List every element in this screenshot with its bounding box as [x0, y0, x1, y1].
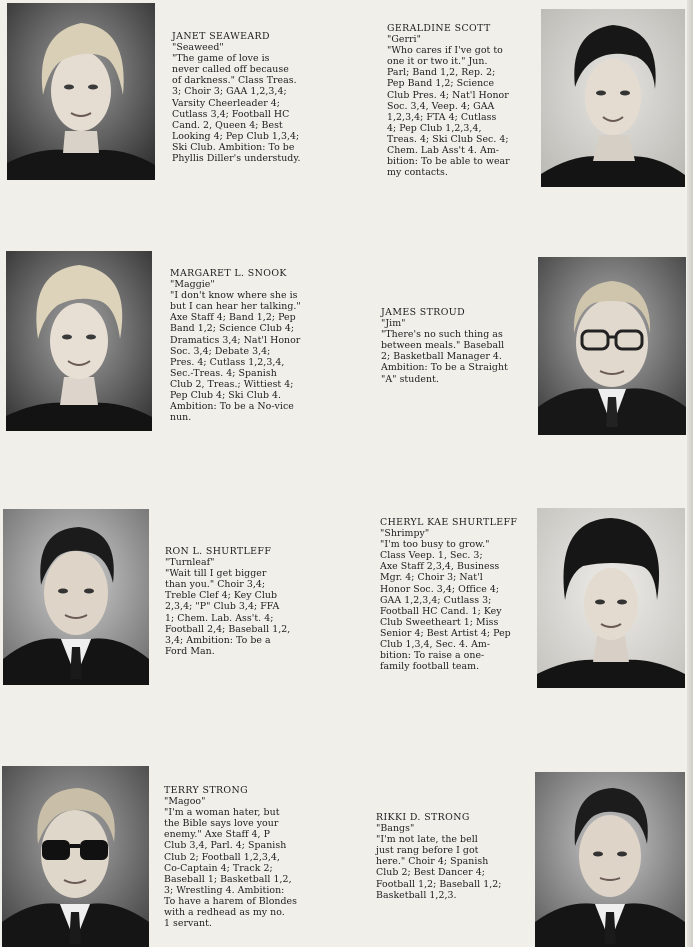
- student-name: CHERYL KAE SHURTLEFF: [380, 517, 518, 528]
- student-bio: "Wait till I get bigger than you." Choir 3,4; Treble Clef 4; Key Club 2,3,4; "P" Club 3,4; FFA 1; Chem. Lab. Ass't. 4; Football 2,4; Baseball 1,2, 3,4; Ambition: To be a Ford Man.: [165, 568, 291, 657]
- student-nickname: "Shrimpy": [380, 528, 430, 540]
- student-nickname: "Turnleaf": [165, 557, 215, 569]
- bio-janet-seaweard: [172, 31, 301, 164]
- portrait-photo-terry-strong: [2, 766, 149, 947]
- student-name: MARGARET L. SNOOK: [170, 268, 287, 279]
- portrait-photo-geraldine-scott: [541, 9, 685, 187]
- bio-cheryl-shurtleff: [380, 517, 517, 672]
- student-name: TERRY STRONG: [164, 785, 249, 796]
- student-bio: "I'm too busy to grow." Class Veep. 1, Sec. 3; Axe Staff 2,3,4, Business Mgr. 4; Choir 3; Nat'l Honor Soc. 3,4; Office 4; GAA 1,2,3,4; Cutlass 3; Football HC Cand. 1; Key Club Sweetheart 1; Miss Senior 4; Best Artist 4; Pep Club 1,3,4, Sec. 4. Am- bition: To raise a one- family football team.: [380, 539, 511, 673]
- student-nickname: "Gerri": [387, 34, 421, 46]
- student-bio: "I'm not late, the bell just rang before I got here." Choir 4; Spanish Club 2; Best Dancer 4; Football 1,2; Baseball 1,2; Basketball 1,2,3.: [376, 834, 502, 901]
- bio-terry-strong: [164, 785, 297, 929]
- student-name: GERALDINE SCOTT: [387, 23, 491, 34]
- page-edge: [687, 0, 693, 947]
- portrait-photo-ron-shurtleff: [3, 509, 149, 685]
- portrait-photo-margaret-snook: [6, 251, 152, 431]
- bio-margaret-snook: [170, 268, 301, 423]
- student-bio: "There's no such thing as between meals." Baseball 2; Basketball Manager 4. Ambition: To be a Straight "A" student.: [381, 329, 508, 385]
- student-name: RIKKI D. STRONG: [376, 812, 470, 823]
- portrait-photo-janet-seaweard: [7, 3, 155, 180]
- student-name: JANET SEAWEARD: [172, 31, 270, 42]
- student-name: RON L. SHURTLEFF: [165, 546, 272, 557]
- bio-james-stroud: [381, 307, 508, 385]
- student-name: JAMES STROUD: [381, 307, 466, 318]
- bio-rikki-strong: [376, 812, 502, 901]
- student-nickname: "Seaweed": [172, 42, 224, 54]
- student-bio: "I'm a woman hater, but the Bible says love your enemy." Axe Staff 4, P Club 3,4, Parl. 4; Spanish Club 2; Football 1,2,3,4, Co-Captain 4; Track 2; Baseball 1; Basketball 1,2, 3; Wrestling 4. Ambition: To have a harem of Blondes with a redhead as my no. 1 servant.: [164, 807, 298, 930]
- student-nickname: "Jim": [381, 318, 406, 330]
- student-nickname: "Maggie": [170, 279, 215, 291]
- student-nickname: "Magoo": [164, 796, 206, 808]
- student-bio: "The game of love is never called off because of darkness." Class Treas. 3; Choir 3; GAA 1,2,3,4; Varsity Cheerleader 4; Cutlass 3,4; Football HC Cand. 2, Queen 4; Best Looking 4; Pep Club 1,3,4; Ski Club. Ambition: To be Phyllis Diller's understudy.: [172, 53, 301, 165]
- bio-ron-shurtleff: [165, 546, 290, 657]
- portrait-photo-cheryl-shurtleff: [537, 508, 685, 688]
- student-bio: "Who cares if I've got to one it or two it." Jun. Parl; Band 1,2, Rep. 2; Pep Band 1,2; Science Club Pres. 4; Nat'l Honor Soc. 3,4, Veep. 4; GAA 1,2,3,4; FTA 4; Cutlass 4; Pep Club 1,2,3,4, Treas. 4; Ski Club Sec. 4; Chem. Lab Ass't 4. Am- bition: To be able to wear my contacts.: [387, 45, 510, 179]
- student-bio: "I don't know where she is but I can hear her talking." Axe Staff 4; Band 1,2; Pep Band 1,2; Science Club 4; Dramatics 3,4; Nat'l Honor Soc. 3,4; Debate 3,4; Pres. 4; Cutlass 1,2,3,4, Sec.-Treas. 4; Spanish Club 2, Treas.; Wittiest 4; Pep Club 4; Ski Club 4. Ambition: To be a No-vice nun.: [170, 290, 301, 424]
- portrait-photo-rikki-strong: [535, 772, 685, 947]
- portrait-photo-james-stroud: [538, 257, 686, 435]
- bio-geraldine-scott: [387, 23, 510, 178]
- student-nickname: "Bangs": [376, 823, 415, 835]
